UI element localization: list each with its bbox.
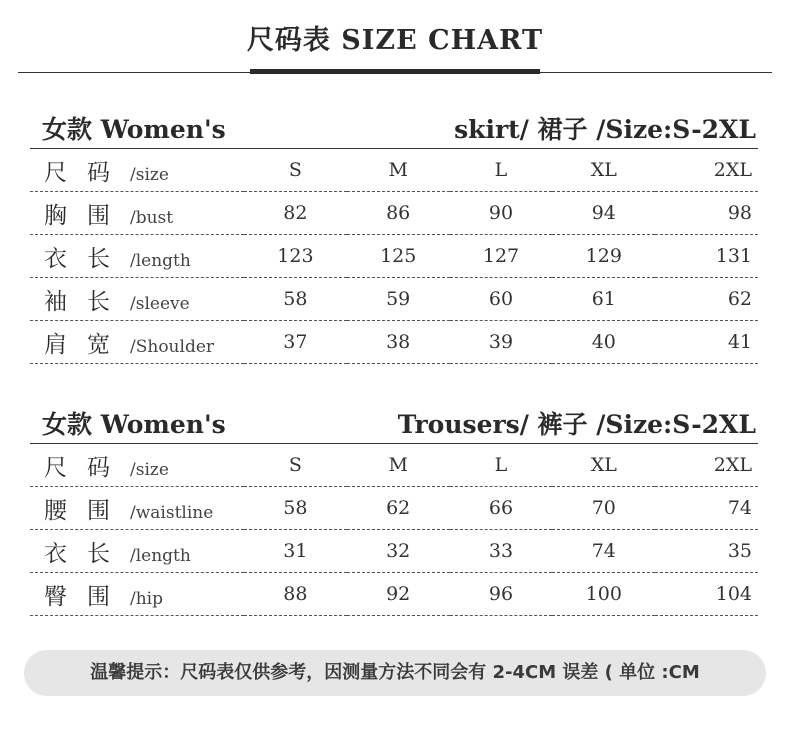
trousers-size-table (30, 444, 758, 616)
row-label-cn: 衣长 (44, 245, 130, 272)
size-value-cell: L (450, 444, 553, 487)
table-row (30, 444, 758, 487)
size-value-cell: 92 (347, 573, 450, 616)
row-label-en: /bust (130, 207, 174, 228)
size-value-cell: 60 (450, 278, 553, 321)
row-label (30, 444, 244, 487)
section-header (30, 100, 758, 149)
size-value-cell: 35 (655, 530, 758, 573)
size-value-cell: 61 (552, 278, 655, 321)
header (0, 0, 790, 80)
size-value-cell: 41 (655, 321, 758, 364)
section-garment: Trousers/ 裤子 /Size:S-2XL (397, 410, 756, 439)
size-value-cell: 40 (552, 321, 655, 364)
table-row (30, 573, 758, 616)
size-value-cell: 62 (347, 487, 450, 530)
table-row (30, 487, 758, 530)
size-value-cell: 62 (655, 278, 758, 321)
row-label-cn: 衣长 (44, 540, 130, 567)
size-value-cell: XL (552, 444, 655, 487)
size-value-cell: 74 (552, 530, 655, 573)
size-value-cell: M (347, 149, 450, 192)
trousers-size-section (30, 395, 758, 616)
size-value-cell: XL (552, 149, 655, 192)
row-label (30, 278, 244, 321)
size-value-cell: 100 (552, 573, 655, 616)
row-label-cn: 袖长 (44, 288, 130, 315)
section-category: 女款 Women's (42, 115, 226, 144)
size-value-cell: 70 (552, 487, 655, 530)
size-value-cell: S (244, 149, 347, 192)
row-label-en: /waistline (130, 502, 214, 523)
size-value-cell: 98 (655, 192, 758, 235)
row-label-en: /length (130, 545, 191, 566)
row-label-en: /hip (130, 588, 163, 609)
row-label-cn: 尺码 (44, 159, 130, 186)
size-value-cell: 38 (347, 321, 450, 364)
section-garment: skirt/ 裙子 /Size:S-2XL (454, 115, 756, 144)
row-label-en: /Shoulder (130, 336, 215, 357)
row-label (30, 149, 244, 192)
size-value-cell: 31 (244, 530, 347, 573)
row-label-en: /size (130, 164, 169, 185)
size-value-cell: 2XL (655, 149, 758, 192)
section-category: 女款 Women's (42, 410, 226, 439)
measurement-note: 温馨提示：尺码表仅供参考，因测量方法不同会有 2-4CM 误差 ( 单位 :CM (24, 650, 766, 696)
row-label-en: /sleeve (130, 293, 190, 314)
size-value-cell: 2XL (655, 444, 758, 487)
size-value-cell: 37 (244, 321, 347, 364)
size-value-cell: 88 (244, 573, 347, 616)
size-value-cell: M (347, 444, 450, 487)
size-value-cell: 129 (552, 235, 655, 278)
size-value-cell: 74 (655, 487, 758, 530)
table-row (30, 278, 758, 321)
row-label (30, 192, 244, 235)
size-value-cell: S (244, 444, 347, 487)
section-header (30, 395, 758, 444)
size-value-cell: 58 (244, 278, 347, 321)
page-title: 尺码表 SIZE CHART (246, 25, 544, 56)
size-value-cell: 90 (450, 192, 553, 235)
size-value-cell: 94 (552, 192, 655, 235)
size-value-cell: 58 (244, 487, 347, 530)
row-label-en: /length (130, 250, 191, 271)
size-value-cell: 123 (244, 235, 347, 278)
size-value-cell: 86 (347, 192, 450, 235)
table-row (30, 149, 758, 192)
row-label (30, 530, 244, 573)
row-label-en: /size (130, 459, 169, 480)
skirt-size-section (30, 100, 758, 364)
table-row (30, 192, 758, 235)
table-row (30, 235, 758, 278)
size-value-cell: 66 (450, 487, 553, 530)
skirt-size-table (30, 149, 758, 364)
table-row (30, 530, 758, 573)
row-label-cn: 肩宽 (44, 331, 130, 358)
row-label-cn: 腰围 (44, 497, 130, 524)
size-value-cell: 32 (347, 530, 450, 573)
size-value-cell: 82 (244, 192, 347, 235)
header-accent-bar (250, 69, 540, 74)
size-value-cell: 125 (347, 235, 450, 278)
row-label-cn: 尺码 (44, 454, 130, 481)
size-value-cell: 59 (347, 278, 450, 321)
row-label (30, 321, 244, 364)
size-value-cell: 96 (450, 573, 553, 616)
row-label (30, 573, 244, 616)
size-value-cell: 33 (450, 530, 553, 573)
row-label (30, 235, 244, 278)
size-value-cell: 39 (450, 321, 553, 364)
size-value-cell: 104 (655, 573, 758, 616)
size-value-cell: 127 (450, 235, 553, 278)
row-label-cn: 臀围 (44, 583, 130, 610)
size-value-cell: L (450, 149, 553, 192)
size-value-cell: 131 (655, 235, 758, 278)
row-label-cn: 胸围 (44, 202, 130, 229)
row-label (30, 487, 244, 530)
table-row (30, 321, 758, 364)
